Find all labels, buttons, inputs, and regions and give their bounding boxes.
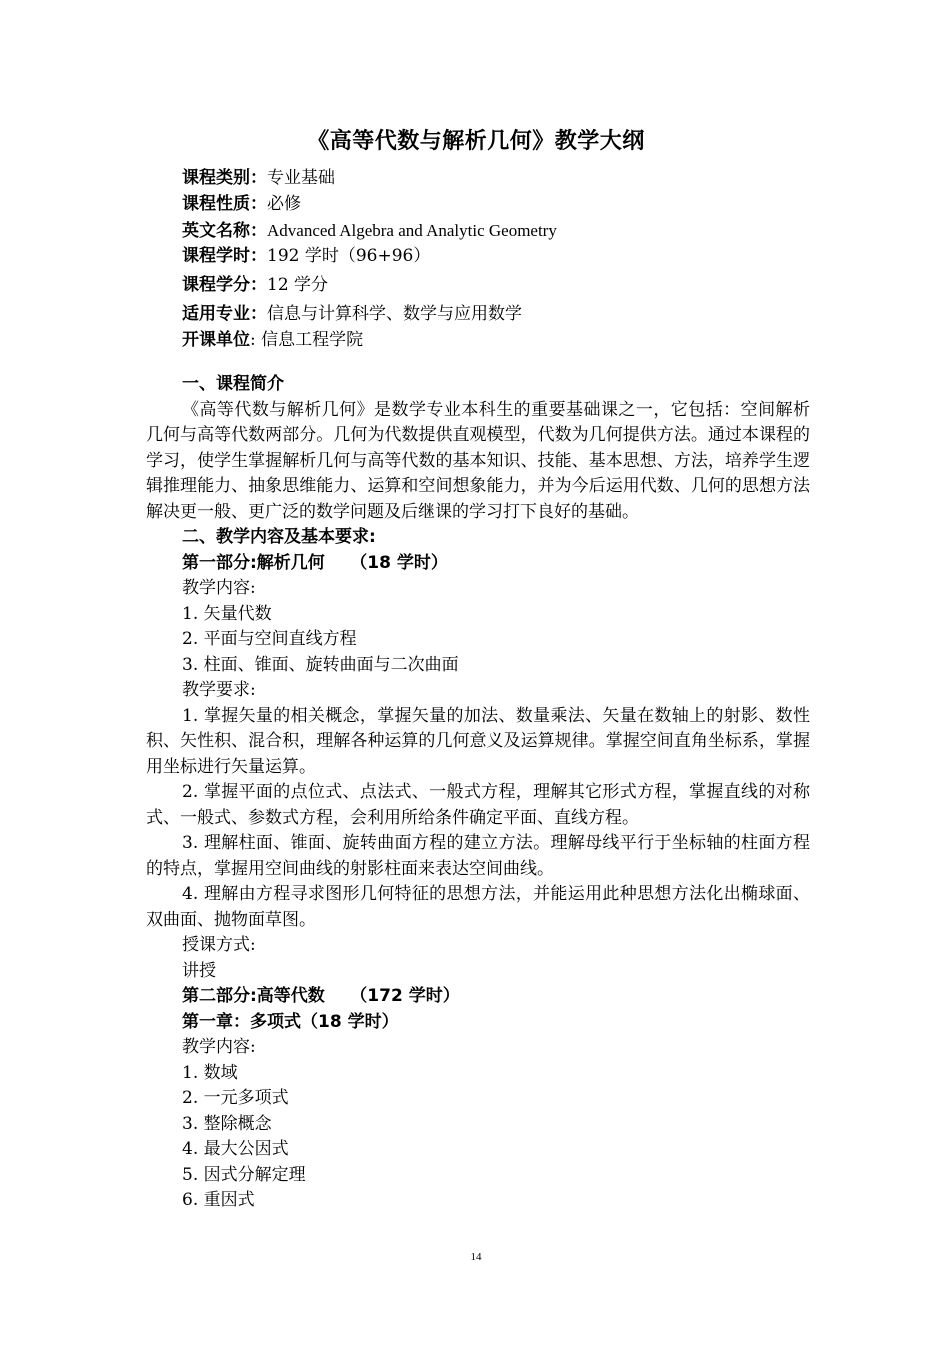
english-name-row <box>182 218 862 243</box>
course-nature-row <box>182 192 862 217</box>
info-value: 12 学分 <box>267 275 329 295</box>
info-value: Advanced Algebra and Analytic Geometry <box>267 221 557 240</box>
paragraph-text: 3. 理解柱面、锥面、旋转曲面方程的建立方法。理解母线平行于坐标轴的柱面方程的特点，掌握用空间曲线的射影柱面来表达空间曲线。 <box>146 833 810 879</box>
paragraph-text: 1. 掌握矢量的相关概念，掌握矢量的加法、数量乘法、矢量在数轴上的射影、数性积、矢性积、混合积，理解各种运算的几何意义及运算规律。掌握空间直角坐标系，掌握用坐标进行矢量运算。 <box>146 705 810 777</box>
chapter-title: 第一章：多项式（18 学时） <box>182 1011 399 1032</box>
info-value: 192 学时（96+96） <box>267 246 431 266</box>
course-credits-row <box>182 273 862 298</box>
course-hours-row <box>182 244 862 269</box>
paragraph-text: 4. 理解由方程寻求图形几何特征的思想方法，并能运用此种思想方法化出椭球面、双曲面、抛物面草图。 <box>146 884 810 930</box>
requirement-paragraph <box>146 882 810 933</box>
content-item: 2. 一元多项式 <box>182 1088 289 1108</box>
info-key: 开课单位 <box>182 330 250 350</box>
info-value: 必修 <box>267 194 301 214</box>
offering-unit-row <box>182 328 862 353</box>
paragraph-text: 《高等代数与解析几何》是数学专业本科生的重要基础课之一，它包括：空间解析几何与高等代数两部分。几何为代数提供直观模型，代数为几何提供方法。通过本课程的学习，使学生掌握解析几何与高等代数的基本知识、技能、基本思想、方法，培养学生逻辑推理能力、抽象思维能力、运算和空间想象能力，并为今后运用代数、几何的思想方法解决更一般、更广泛的数学问题及后继课的学习打下良好的基础。 <box>146 399 810 522</box>
content-label: 教学内容: <box>182 1037 256 1057</box>
course-category-row <box>182 166 862 191</box>
content-item: 3. 柱面、锥面、旋转曲面与二次曲面 <box>182 654 459 675</box>
document-body <box>146 372 810 1214</box>
section-heading: 二、教学内容及基本要求: <box>182 527 376 547</box>
content-item: 3. 整除概念 <box>182 1113 272 1134</box>
content-item: 5. 因式分解定理 <box>182 1164 306 1185</box>
method-value: 讲授 <box>182 960 216 981</box>
method-label: 授课方式: <box>182 935 256 955</box>
page-number: 14 <box>470 1251 482 1263</box>
paragraph-text: 2. 掌握平面的点位式、点法式、一般式方程，理解其它形式方程，掌握直线的对称式、一般式、参数式方程，会利用所给条件确定平面、直线方程。 <box>146 782 810 828</box>
info-key: 课程性质： <box>182 194 267 214</box>
part-title: 第二部分:高等代数 （172 学时） <box>182 986 460 1006</box>
info-key: 课程学分： <box>182 275 267 295</box>
content-label: 教学内容: <box>182 578 256 598</box>
part-title: 第一部分:解析几何 （18 学时） <box>182 552 448 573</box>
applicable-major-row <box>182 302 862 327</box>
intro-paragraph <box>146 398 810 526</box>
content-item: 4. 最大公因式 <box>182 1139 289 1159</box>
content-item: 1. 数域 <box>182 1062 238 1083</box>
section-heading: 一、课程简介 <box>182 374 284 394</box>
info-value: 专业基础 <box>267 168 335 188</box>
info-key: 适用专业： <box>182 304 267 324</box>
requirement-paragraph <box>146 831 810 882</box>
requirements-label: 教学要求: <box>182 680 256 700</box>
course-info <box>182 166 862 354</box>
info-key: 课程类别： <box>182 168 267 188</box>
content-item: 6. 重因式 <box>182 1190 255 1210</box>
info-value: 信息与计算科学、数学与应用数学 <box>267 304 522 324</box>
info-key: 课程学时： <box>182 246 267 266</box>
info-value: : 信息工程学院 <box>250 330 364 350</box>
content-item: 1. 矢量代数 <box>182 603 272 624</box>
requirement-paragraph <box>146 704 810 781</box>
document-title: 《高等代数与解析几何》教学大纲 <box>307 129 645 154</box>
info-key: 英文名称： <box>182 221 267 241</box>
content-item: 2. 平面与空间直线方程 <box>182 629 357 649</box>
requirement-paragraph <box>146 780 810 831</box>
